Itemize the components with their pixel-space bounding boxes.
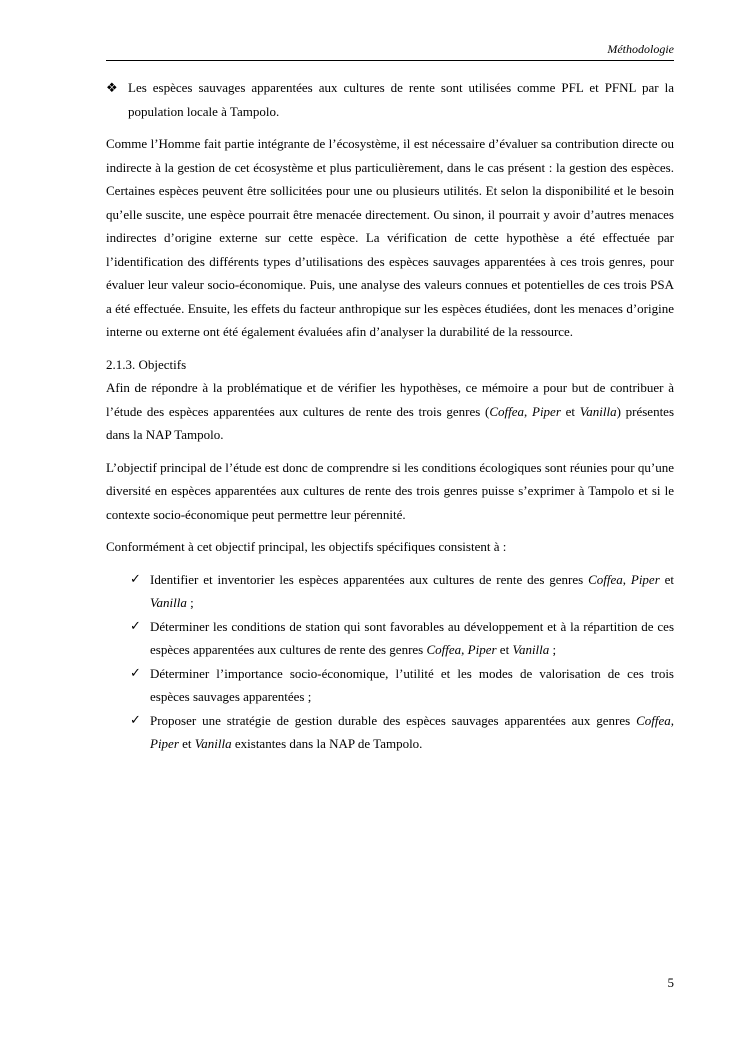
hypothesis-text: Les espèces sauvages apparentées aux cultures de rente sont utilisées comme PFL et PFNL par la population locale à Tampolo. <box>128 80 674 119</box>
genus-piper: Piper <box>532 403 561 419</box>
paragraph-specific-objectives-lead: Conformément à cet objectif principal, les objectifs spécifiques consistent à : <box>106 539 507 554</box>
genus-coffea: Coffea <box>489 403 525 419</box>
running-head: Méthodologie <box>607 42 674 56</box>
checkmark-icon: ✓ <box>130 618 141 634</box>
checkmark-icon: ✓ <box>130 712 141 728</box>
hypothesis-bullet <box>106 76 674 123</box>
list-item: ✓ Déterminer les conditions de station qui sont favorables au développement et à la répartition de ces espèces apparentées aux cultures de rente des genres Coffea, Piper et Vanilla ; <box>106 615 674 662</box>
paragraph-main-objective: L’objectif principal de l’étude est donc de comprendre si les conditions écologiques sont réunies pour qu’une diversité en espèces apparentées aux cultures de rente des trois genres puisse s’exprimer à Tampolo et si le contexte socio-économique peut permettre leur pérennité. <box>106 459 674 522</box>
checkmark-icon: ✓ <box>130 665 141 681</box>
genus-vanilla: Vanilla <box>579 403 617 419</box>
list-item: ✓ Identifier et inventorier les espèces apparentées aux cultures de rente des genres Coffea, Piper et Vanilla ; <box>106 568 674 615</box>
page-header <box>106 40 674 61</box>
page-number: 5 <box>667 975 674 990</box>
diamond-bullet-icon: ❖ <box>106 80 118 95</box>
section-heading: 2.1.3. Objectifs <box>106 356 187 372</box>
objectives-list <box>106 568 674 756</box>
paragraph-hypothesis-verification: Comme l’Homme fait partie intégrante de l’écosystème, il est nécessaire d’évaluer sa contribution directe ou indirecte à la gestion de cet écosystème et plus particulièrement, dans le cas présent : la gestion des espèces. Certaines espèces peuvent être sollicitées pour une ou plusieurs utilités. Et selon la disponibilité et le besoin qu’elle suscite, une espèce pourrait être menacée directement. Ou sinon, il pourrait y avoir d’autres menaces indirectes d’origine externe sur cette espèce. La vérification de cette hypothèse a été effectuée par l’identification des différents types d’utilisations des espèces sauvages apparentées à ces trois genres, pour évaluer leur valeur socio-économique. Puis, une analyse des valeurs connues et potentielles de ces trois PSA a été effectuée. Ensuite, les effets du facteur anthropique sur les espèces étudiées, dont les menaces d’origine interne ou externe ont été également évaluées afin d’analyser la durabilité de la ressource. <box>106 136 674 339</box>
checkmark-icon: ✓ <box>130 571 141 587</box>
list-item: ✓ Proposer une stratégie de gestion durable des espèces sauvages apparentées aux genres Coffea, Piper et Vanilla existantes dans la NAP de Tampolo. <box>106 709 674 756</box>
paragraph-objectives-intro: Afin de répondre à la problématique et de vérifier les hypothèses, ce mémoire a pour but de contribuer à l’étude des espèces apparentées aux cultures de rente des trois genres (Coffea, Piper et Vanilla) présentes dans la NAP Tampolo. <box>106 380 675 442</box>
list-item: ✓ Déterminer l’importance socio-économique, l’utilité et les modes de valorisation de ces trois espèces sauvages apparentées ; <box>106 662 674 709</box>
page-body <box>106 76 674 756</box>
